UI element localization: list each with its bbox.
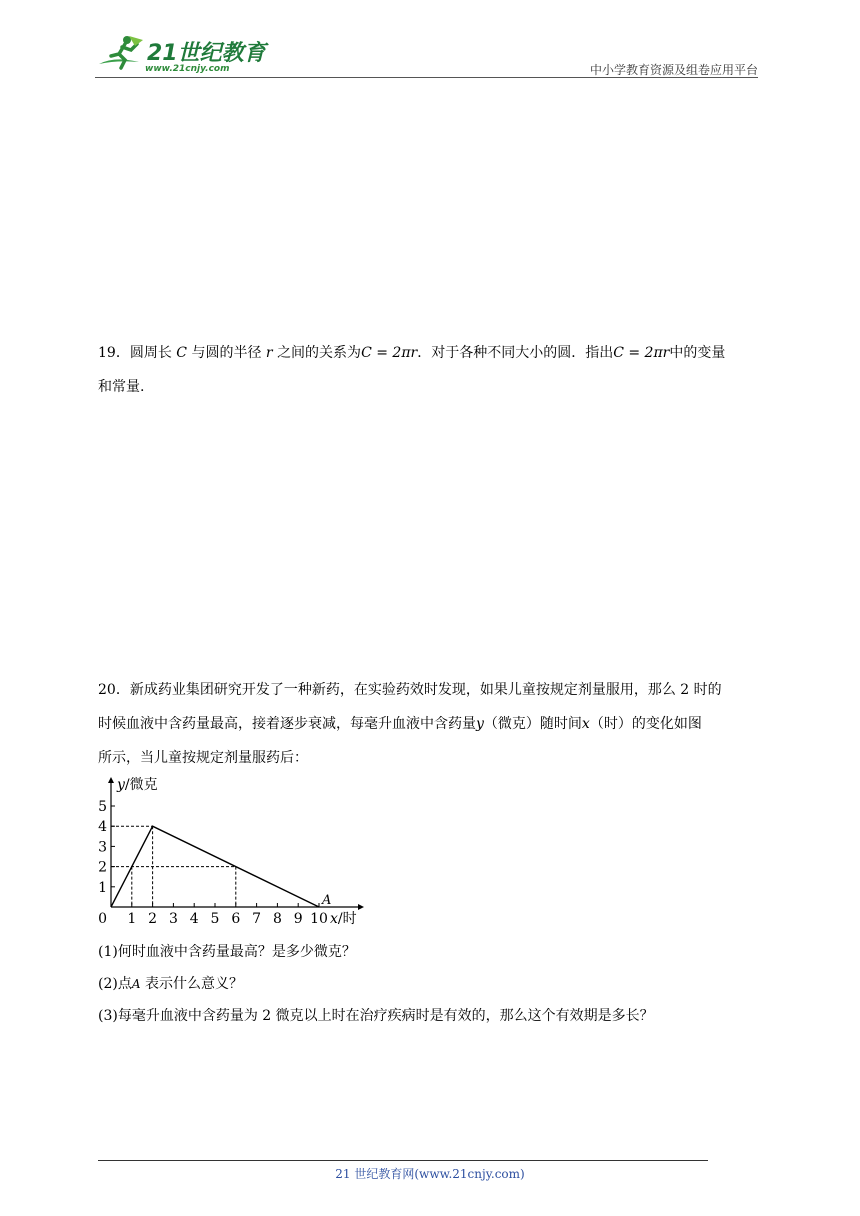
runner-logo-icon xyxy=(95,34,147,74)
q20-text-2c: （时）的变化如图 xyxy=(589,716,702,732)
y-tick-label: 2 xyxy=(98,859,107,876)
x-axis-arrow xyxy=(358,904,364,910)
footer-text: 21 世纪教育网(www.21cnjy.com) xyxy=(335,1167,525,1181)
formula-2: C = 2πr xyxy=(613,345,670,361)
question-20 xyxy=(98,673,763,775)
var-r: r xyxy=(265,345,273,361)
q19-line-1 xyxy=(98,336,763,370)
y-axis-arrow xyxy=(108,777,114,783)
x-tick-label: 3 xyxy=(168,911,178,927)
page-header xyxy=(95,30,758,78)
q19-text-c: 之间的关系为 xyxy=(277,345,362,361)
y-axis-label xyxy=(116,776,158,793)
q19-text-e: 中的变量 xyxy=(669,345,726,361)
y-tick-label: 4 xyxy=(98,819,107,836)
y-axis-var: y xyxy=(117,777,125,793)
y-tick-label: 1 xyxy=(98,879,107,896)
sub-question-3: (3)每毫升血液中含药量为 2 微克以上时在治疗疾病时是有效的，那么这个有效期是多长？ xyxy=(98,1008,654,1024)
sub-question-2 xyxy=(98,973,243,993)
q20-text-2b: （微克）随时间 xyxy=(483,716,582,732)
drug-concentration-chart xyxy=(92,773,372,933)
sub2-text-b: 表示什么意义？ xyxy=(144,976,243,992)
logo-url: www.21cnjy.com xyxy=(145,64,230,74)
x-tick-label: 2 xyxy=(148,911,158,927)
q19-text-b: 与圆的半径 xyxy=(191,345,262,361)
point-a-label: A xyxy=(322,893,332,908)
var-y: y xyxy=(476,716,484,732)
q20-number: 20． xyxy=(98,682,130,698)
point-a-ref: A xyxy=(131,977,141,991)
x-axis-label xyxy=(330,911,357,927)
sub-question-1: (1)何时血液中含药量最高？是多少微克？ xyxy=(98,944,356,960)
var-c: C xyxy=(176,345,187,361)
origin-label: 0 xyxy=(98,911,107,927)
platform-name: 中小学教育资源及组卷应用平台 xyxy=(589,63,758,77)
q20-text-1: 新成药业集团研究开发了一种新药，在实验药效时发现，如果儿童按规定剂量服用，那么 2 时的 xyxy=(129,682,722,698)
x-tick-label: 8 xyxy=(272,911,282,927)
q19-text-d: ．对于各种不同大小的圆．指出 xyxy=(417,345,614,361)
x-axis-var: x xyxy=(330,911,338,927)
logo-text: 21世纪教育 xyxy=(147,41,266,66)
y-axis-unit: /微克 xyxy=(124,777,158,793)
q19-text-a: 圆周长 xyxy=(129,345,172,361)
sub2-text-a: (2)点 xyxy=(98,976,132,992)
y-tick-label: 3 xyxy=(98,839,107,856)
logo xyxy=(95,34,265,74)
q20-line-3: 所示，当儿童按规定剂量服药后： xyxy=(98,750,308,766)
x-tick-label: 4 xyxy=(189,911,199,927)
q20-text-2: 时候血液中含药量最高，接着逐步衰减，每毫升血液中含药量 xyxy=(98,716,476,732)
x-tick-label: 5 xyxy=(210,911,220,927)
footer-divider xyxy=(98,1160,708,1161)
x-tick-label: 10 xyxy=(310,911,328,927)
x-axis-unit: /时 xyxy=(337,911,357,927)
x-tick-label: 6 xyxy=(231,911,241,927)
header-divider xyxy=(95,77,758,78)
x-tick-label: 1 xyxy=(127,911,137,927)
x-tick-label: 9 xyxy=(293,911,303,927)
q20-line-1 xyxy=(98,673,763,707)
q19-number: 19． xyxy=(98,345,130,361)
x-tick-label: 7 xyxy=(252,911,262,927)
formula-1: C = 2πr xyxy=(361,345,418,361)
q20-line-2 xyxy=(98,707,763,741)
question-19 xyxy=(98,336,763,404)
var-x: x xyxy=(581,716,590,732)
q19-line-2: 和常量. xyxy=(98,379,145,395)
y-tick-label: 5 xyxy=(98,799,107,815)
